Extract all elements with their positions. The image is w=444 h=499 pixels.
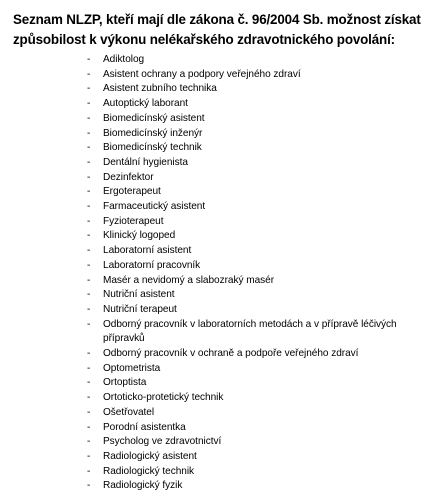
list-bullet: - bbox=[87, 450, 91, 462]
list-item bbox=[0, 127, 444, 142]
list-bullet: - bbox=[87, 289, 91, 301]
list-item-text: Porodní asistentka bbox=[103, 421, 186, 433]
list-bullet: - bbox=[87, 171, 91, 183]
list-item bbox=[0, 347, 444, 362]
list-bullet: - bbox=[87, 83, 91, 95]
list-item bbox=[0, 376, 444, 391]
list-item-text: Asistent zubního technika bbox=[103, 83, 217, 95]
list-item bbox=[0, 450, 444, 465]
list-bullet: - bbox=[87, 186, 91, 198]
list-bullet: - bbox=[87, 362, 91, 374]
document-heading: Seznam NLZP, kteří mají dle zákona č. 96/2004 Sb. možnost získat způsobilost k výkonu nelékařského zdravotnického povolání: bbox=[13, 12, 421, 47]
list-item bbox=[0, 97, 444, 112]
list-bullet: - bbox=[87, 392, 91, 404]
list-item bbox=[0, 362, 444, 377]
list-item bbox=[0, 259, 444, 274]
list-item bbox=[0, 244, 444, 259]
list-bullet: - bbox=[87, 259, 91, 271]
list-item-text: Ortoptista bbox=[103, 377, 147, 389]
list-item-text: Fyzioterapeut bbox=[103, 215, 164, 227]
list-bullet: - bbox=[87, 230, 91, 242]
list-bullet: - bbox=[87, 68, 91, 80]
list-bullet: - bbox=[87, 112, 91, 124]
list-item bbox=[0, 112, 444, 127]
list-bullet: - bbox=[87, 245, 91, 257]
list-item-text: Odborný pracovník v ochraně a podpoře veřejného zdraví bbox=[103, 348, 359, 360]
list-item-text: Autoptický laborant bbox=[103, 98, 188, 110]
list-item bbox=[0, 68, 444, 83]
list-bullet: - bbox=[87, 436, 91, 448]
list-bullet: - bbox=[87, 274, 91, 286]
list-item bbox=[0, 274, 444, 289]
list-item-text: Optometrista bbox=[103, 362, 161, 374]
list-item-text: Nutriční terapeut bbox=[103, 303, 177, 315]
list-item bbox=[0, 82, 444, 97]
list-item-text: Laboratorní pracovník bbox=[103, 259, 201, 271]
list-bullet: - bbox=[87, 156, 91, 168]
list-bullet: - bbox=[87, 127, 91, 139]
list-bullet: - bbox=[87, 348, 91, 360]
list-bullet: - bbox=[87, 215, 91, 227]
list-item bbox=[0, 185, 444, 200]
list-item bbox=[0, 200, 444, 215]
list-item bbox=[0, 229, 444, 244]
list-item-text: Adiktolog bbox=[103, 54, 145, 65]
list-bullet: - bbox=[87, 406, 91, 418]
list-bullet: - bbox=[87, 201, 91, 213]
list-item-text: Laboratorní asistent bbox=[103, 245, 192, 257]
list-item-text: Biomedicínský technik bbox=[103, 142, 202, 154]
list-bullet: - bbox=[87, 465, 91, 477]
list-item bbox=[0, 215, 444, 230]
list-item-text: Farmaceutický asistent bbox=[103, 201, 206, 213]
list-item bbox=[0, 141, 444, 156]
list-item bbox=[0, 53, 444, 68]
list-item-text: Dezinfektor bbox=[103, 171, 154, 183]
list-item-text: Biomedicínský asistent bbox=[103, 112, 205, 124]
list-item bbox=[0, 318, 444, 347]
list-item-text: Odborný pracovník v laboratorních metodách a v přípravě léčivých přípravků bbox=[103, 318, 397, 345]
list-bullet: - bbox=[87, 303, 91, 315]
list-item-text: Asistent ochrany a podpory veřejného zdraví bbox=[103, 68, 301, 80]
list-item bbox=[0, 465, 444, 480]
list-item bbox=[0, 303, 444, 318]
list-bullet: - bbox=[87, 142, 91, 154]
list-item-text: Ošetřovatel bbox=[103, 406, 155, 418]
list-item-text: Psycholog ve zdravotnictví bbox=[103, 436, 222, 448]
list-bullet: - bbox=[87, 480, 91, 492]
list-item-text: Biomedicínský inženýr bbox=[103, 127, 203, 139]
list-bullet: - bbox=[87, 421, 91, 433]
list-item bbox=[0, 406, 444, 421]
list-item-text: Klinický logoped bbox=[103, 230, 176, 242]
list-item-text: Radiologický asistent bbox=[103, 450, 197, 462]
list-item bbox=[0, 391, 444, 406]
list-bullet: - bbox=[87, 98, 91, 110]
list-bullet: - bbox=[87, 318, 91, 330]
list-item-text: Masér a nevidomý a slabozraký masér bbox=[103, 274, 275, 286]
list-item-text: Ortoticko-protetický technik bbox=[103, 392, 224, 404]
list-item bbox=[0, 171, 444, 186]
list-item bbox=[0, 288, 444, 303]
list-item-text: Radiologický technik bbox=[103, 465, 195, 477]
list-item bbox=[0, 156, 444, 171]
list-item bbox=[0, 435, 444, 450]
list-bullet: - bbox=[87, 54, 91, 65]
list-item bbox=[0, 479, 444, 494]
list-item-text: Radiologický fyzik bbox=[103, 480, 183, 492]
list-item bbox=[0, 421, 444, 436]
list-bullet: - bbox=[87, 377, 91, 389]
profession-list bbox=[0, 53, 444, 494]
list-item-text: Ergoterapeut bbox=[103, 186, 161, 198]
list-item-text: Dentální hygienista bbox=[103, 156, 188, 168]
list-item-text: Nutriční asistent bbox=[103, 289, 175, 301]
